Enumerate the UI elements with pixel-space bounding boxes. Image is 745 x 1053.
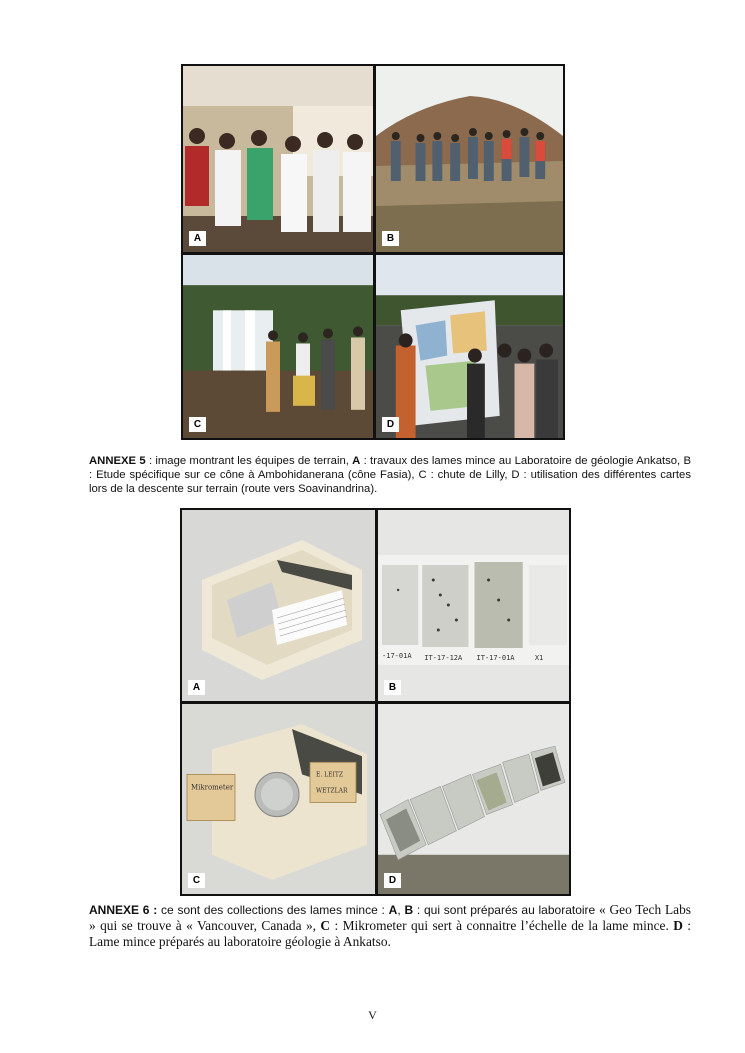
thin-sections-row-image	[378, 704, 569, 894]
slide-label: IT-17-01A	[476, 653, 515, 662]
photo-lab-team	[183, 66, 373, 252]
slide-label: X1	[534, 653, 544, 662]
annexe6-photo-grid	[180, 508, 571, 896]
lab-team-image	[183, 66, 373, 252]
photo-label: C	[188, 873, 205, 888]
photo-label: A	[189, 231, 206, 246]
photo-label: A	[188, 680, 205, 695]
photo-thin-sections-row	[378, 704, 569, 894]
slide-label: -17-01A	[382, 651, 412, 660]
photo-field-maps	[376, 255, 563, 438]
annexe6-caption: ANNEXE 6 : ce sont des collections des lames mince : A, B : qui sont préparés au laboratoire « Geo Tech Labs » qui se trouve à « Vancouver, Canada », C : Mikrometer qui sert à connaitre l’échelle de la lame mince. D : Lame mince préparés au laboratoire géologie à Ankatso.	[89, 902, 692, 949]
photo-label: B	[382, 231, 399, 246]
leitz-label: E. LEITZ	[316, 771, 344, 779]
micrometer-image	[182, 704, 375, 894]
lilly-falls-image	[183, 255, 373, 438]
micrometer-label: Mikrometer	[191, 782, 234, 792]
cone-fasia-image	[376, 66, 563, 252]
page-number: V	[368, 1008, 377, 1022]
photo-lilly-falls	[183, 255, 373, 438]
photo-label: D	[382, 417, 399, 432]
thin-sections-labelled-image	[378, 510, 569, 701]
annexe5-caption: ANNEXE 5 : image montrant les équipes de terrain, A : travaux des lames mince au Laboratoire de géologie Ankatso, B : Etude spécifique sur ce cône à Ambohidanerana (cône Fasia), C : chute de Lilly, D : utilisation des différentes cartes lors de la descente sur terrain (route vers Soavinandrina).	[89, 455, 692, 495]
slide-label: IT-17-12A	[424, 653, 463, 662]
slide-box-image	[182, 510, 375, 701]
photo-label: D	[384, 873, 401, 888]
photo-thin-sections-labelled	[378, 510, 569, 701]
annexe-title: ANNEXE 6 :	[89, 903, 158, 917]
photo-label: C	[189, 417, 206, 432]
wetzlar-label: WETZLAR	[316, 787, 348, 795]
photo-label: B	[384, 680, 401, 695]
annexe5-photo-grid	[181, 64, 565, 440]
photo-slide-box	[182, 510, 375, 701]
annexe-title: ANNEXE 5	[89, 455, 146, 467]
photo-cone-fasia	[376, 66, 563, 252]
photo-micrometer	[182, 704, 375, 894]
field-maps-image	[376, 255, 563, 438]
